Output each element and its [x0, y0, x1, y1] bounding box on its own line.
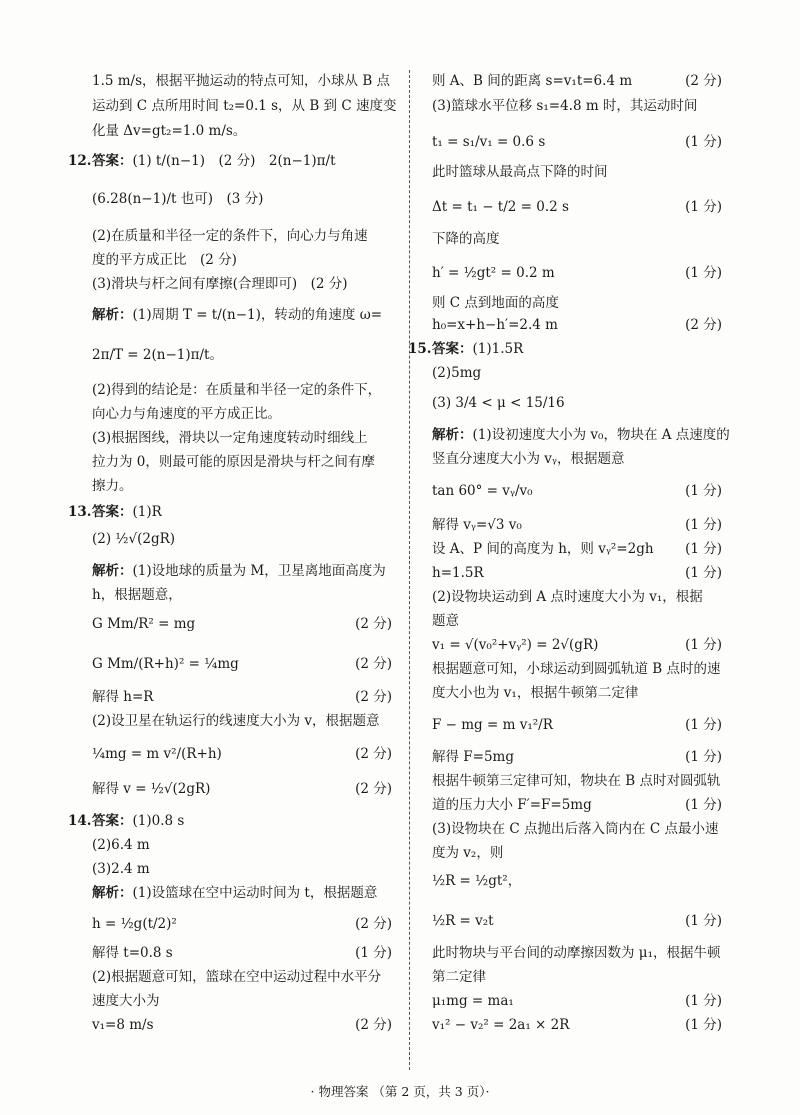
text-line — [432, 1016, 722, 1034]
line-text: 拉力为 0，则最可能的原因是滑块与杆之间有摩 — [92, 454, 375, 470]
line-text: 根据题意可知，小球运动到圆弧轨道 B 点时的速 — [432, 661, 721, 677]
score-points: (1 分) — [685, 541, 722, 557]
line-text: v₁² − v₂² = 2a₁ × 2R — [432, 1017, 570, 1033]
line-text: (3) 3/4 < μ < 15/16 — [432, 395, 565, 411]
line-text: 题意 — [432, 613, 459, 629]
page-footer: · 物理答案 （第 2 页，共 3 页）· — [310, 1084, 490, 1099]
text-line — [432, 230, 722, 248]
score-points: (1 分) — [685, 749, 722, 765]
line-text: h，根据题意， — [92, 587, 182, 603]
line-text: 解得 h=R — [92, 689, 154, 705]
line-text: (3)2.4 m — [92, 861, 150, 877]
text-line — [432, 588, 722, 606]
text-line — [92, 688, 392, 706]
line-text: 运动到 C 点所用时间 t₂=0.1 s，从 B 到 C 速度变 — [92, 98, 397, 114]
score-points: (1 分) — [685, 1017, 722, 1033]
line-text: ½R = v₂t — [432, 913, 494, 929]
line-text: 答案：(1)0.8 s — [92, 813, 185, 829]
text-line — [432, 772, 722, 790]
text-line — [92, 944, 392, 962]
text-line — [432, 316, 722, 334]
line-text: (2)得到的结论是：在质量和半径一定的条件下， — [92, 382, 382, 398]
text-line — [92, 615, 392, 633]
score-points: (2 分) — [355, 746, 392, 762]
text-line — [92, 429, 392, 447]
column-divider — [409, 70, 410, 1070]
text-line — [92, 453, 392, 471]
line-text: (2)5mg — [432, 365, 482, 381]
text-line — [92, 122, 392, 140]
line-text: (3)篮球水平位移 s₁=4.8 m 时，其运动时间 — [432, 98, 698, 114]
line-text: 1.5 m/s，根据平抛运动的特点可知，小球从 B 点 — [92, 73, 391, 89]
line-text: 解析：(1)设篮球在空中运动时间为 t，根据题意 — [92, 885, 378, 901]
text-line — [432, 636, 722, 654]
text-line — [432, 716, 722, 734]
score-points: (1 分) — [355, 945, 392, 961]
line-text: ¼mg = m v²/(R+h) — [92, 746, 222, 762]
text-line — [92, 227, 392, 245]
line-text: ½R = ½gt²， — [432, 873, 522, 889]
line-text: 擦力。 — [92, 478, 133, 494]
score-points: (1 分) — [685, 517, 722, 533]
text-line — [432, 97, 722, 115]
score-points: (2 分) — [355, 781, 392, 797]
text-line — [92, 712, 392, 730]
text-line — [432, 516, 722, 534]
line-text: (3)根据图线，滑块以一定角速度转动时细线上 — [92, 430, 368, 446]
text-line — [432, 968, 722, 986]
line-text: 设 A、P 间的高度为 h，则 vᵧ²=2gh — [432, 541, 654, 557]
score-points: (2 分) — [355, 656, 392, 672]
line-text: (3)滑块与杆之间有摩擦(合理即可) (2 分) — [92, 276, 348, 292]
line-text: (2)在质量和半径一定的条件下，向心力与角速 — [92, 228, 368, 244]
text-line — [432, 450, 722, 468]
score-points: (2 分) — [355, 916, 392, 932]
text-line — [432, 294, 722, 312]
text-line — [432, 133, 722, 151]
text-line — [92, 72, 392, 90]
line-text: (2)设物块运动到 A 点时速度大小为 v₁，根据 — [432, 589, 703, 605]
text-line — [432, 912, 722, 930]
text-line — [432, 612, 722, 630]
question-number: 15. — [408, 341, 432, 357]
text-line — [68, 152, 392, 170]
line-text: 度的平方成正比 (2 分) — [92, 252, 237, 268]
text-line — [432, 660, 722, 678]
score-points: (1 分) — [685, 134, 722, 150]
text-line — [92, 1016, 392, 1034]
text-line — [92, 836, 392, 854]
score-points: (2 分) — [685, 73, 722, 89]
text-line — [432, 426, 730, 444]
text-line — [432, 364, 722, 382]
line-text: 解得 v = ½√(2gR) — [92, 781, 211, 797]
line-text: 解析：(1)周期 T = t/(n−1)，转动的角速度 ω= — [92, 307, 383, 323]
score-points: (1 分) — [685, 913, 722, 929]
line-text: 答案：(1)R — [92, 504, 162, 520]
line-text: 速度大小为 — [92, 993, 160, 1009]
text-line — [92, 915, 392, 933]
text-line — [432, 198, 722, 216]
text-line — [92, 346, 392, 364]
text-line — [92, 530, 392, 548]
line-text: t₁ = s₁/v₁ = 0.6 s — [432, 134, 546, 150]
score-points: (1 分) — [685, 717, 722, 733]
line-text: 度为 v₂，则 — [432, 845, 504, 861]
text-line — [92, 251, 392, 269]
score-points: (1 分) — [685, 993, 722, 1009]
text-line — [432, 564, 722, 582]
text-line — [92, 275, 392, 293]
text-line — [408, 340, 722, 358]
score-points: (1 分) — [685, 483, 722, 499]
score-points: (2 分) — [355, 1017, 392, 1033]
text-line — [92, 190, 392, 208]
line-text: v₁ = √(v₀²+vᵧ²) = 2√(gR) — [432, 637, 599, 653]
line-text: 化量 Δv=gt₂=1.0 m/s。 — [92, 123, 247, 139]
question-number: 14. — [68, 813, 92, 829]
line-text: h₀=x+h−h′=2.4 m — [432, 317, 558, 333]
line-text: h′ = ½gt² = 0.2 m — [432, 265, 555, 281]
text-line — [432, 796, 722, 814]
line-text: tan 60° = vᵧ/v₀ — [432, 483, 533, 499]
text-line — [432, 72, 722, 90]
score-points: (1 分) — [685, 797, 722, 813]
line-text: 则 A、B 间的距离 s=v₁t=6.4 m — [432, 73, 633, 89]
text-line — [432, 163, 722, 181]
score-points: (2 分) — [685, 317, 722, 333]
line-text: 解得 F=5mg — [432, 749, 515, 765]
score-points: (2 分) — [355, 616, 392, 632]
score-points: (2 分) — [355, 689, 392, 705]
text-line — [92, 306, 392, 324]
line-text: 道的压力大小 F′=F=5mg — [432, 797, 592, 813]
text-line — [92, 968, 392, 986]
text-line — [432, 872, 722, 890]
line-text: 2π/T = 2(n−1)π/t。 — [92, 347, 223, 363]
line-text: (3)设物块在 C 点抛出后落入筒内在 C 点最小速 — [432, 821, 719, 837]
text-line — [432, 540, 722, 558]
text-line — [432, 992, 722, 1010]
text-line — [68, 503, 392, 521]
line-text: (2)设卫星在轨运行的线速度大小为 v，根据题意 — [92, 713, 380, 729]
line-text: 第二定律 — [432, 969, 486, 985]
text-line — [92, 586, 392, 604]
question-number: 13. — [68, 504, 92, 520]
score-points: (1 分) — [685, 565, 722, 581]
line-text: 则 C 点到地面的高度 — [432, 295, 559, 311]
text-line — [432, 264, 722, 282]
text-line — [92, 381, 392, 399]
text-line — [92, 860, 392, 878]
line-text: h = ½g(t/2)² — [92, 916, 177, 932]
text-line — [92, 992, 392, 1010]
line-text: 解析：(1)设地球的质量为 M，卫星离地面高度为 — [92, 563, 386, 579]
text-line — [92, 405, 392, 423]
line-text: 答案：(1) t/(n−1) (2 分) 2(n−1)π/t — [92, 153, 336, 169]
line-text: 根据牛顿第三定律可知，物块在 B 点时对圆弧轨 — [432, 773, 721, 789]
text-line — [92, 562, 392, 580]
text-line — [432, 394, 722, 412]
text-line — [432, 944, 722, 962]
line-text: 解得 t=0.8 s — [92, 945, 173, 961]
text-line — [432, 820, 722, 838]
text-line — [92, 780, 392, 798]
text-line — [432, 482, 722, 500]
line-text: (2)根据题意可知，篮球在空中运动过程中水平分 — [92, 969, 382, 985]
score-points: (1 分) — [685, 199, 722, 215]
line-text: G Mm/(R+h)² = ¼mg — [92, 656, 239, 672]
score-points: (1 分) — [685, 265, 722, 281]
text-line — [432, 748, 722, 766]
question-number: 12. — [68, 153, 92, 169]
line-text: h=1.5R — [432, 565, 484, 581]
line-text: 答案：(1)1.5R — [432, 341, 524, 357]
line-text: 此时篮球从最高点下降的时间 — [432, 164, 608, 180]
line-text: (2)6.4 m — [92, 837, 150, 853]
text-line — [432, 684, 722, 702]
text-line — [92, 477, 392, 495]
text-line — [92, 745, 392, 763]
line-text: F − mg = m v₁²/R — [432, 717, 553, 733]
score-points: (1 分) — [685, 637, 722, 653]
line-text: Δt = t₁ − t/2 = 0.2 s — [432, 199, 569, 215]
line-text: 下降的高度 — [432, 231, 500, 247]
text-line — [92, 97, 397, 115]
line-text: 解得 vᵧ=√3 v₀ — [432, 517, 522, 533]
text-line — [432, 844, 722, 862]
line-text: 度大小也为 v₁，根据牛顿第二定律 — [432, 685, 639, 701]
text-line — [92, 884, 392, 902]
line-text: v₁=8 m/s — [92, 1017, 154, 1033]
line-text: G Mm/R² = mg — [92, 616, 196, 632]
text-line — [68, 812, 392, 830]
text-line — [92, 655, 392, 673]
line-text: μ₁mg = ma₁ — [432, 993, 514, 1009]
line-text: 竖直分速度大小为 vᵧ，根据题意 — [432, 451, 625, 467]
line-text: (6.28(n−1)/t 也可) (3 分) — [92, 191, 264, 207]
line-text: 向心力与角速度的平方成正比。 — [92, 406, 281, 422]
line-text: (2) ½√(2gR) — [92, 531, 176, 547]
line-text: 此时物块与平台间的动摩擦因数为 μ₁，根据牛顿 — [432, 945, 721, 961]
line-text: 解析：(1)设初速度大小为 v₀，物块在 A 点速度的 — [432, 427, 730, 443]
